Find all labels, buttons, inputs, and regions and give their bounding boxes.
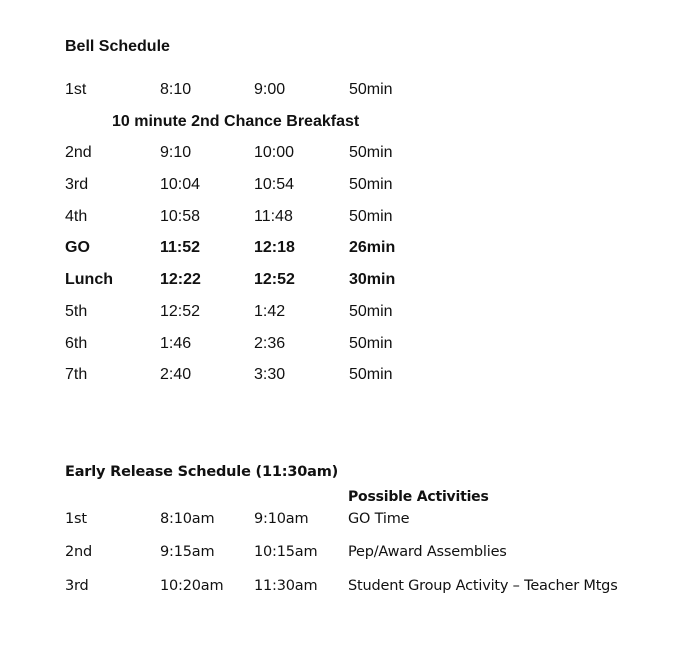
start-time: 2:40 (160, 366, 192, 383)
period-label: Lunch (65, 271, 113, 288)
start-time: 8:10am (160, 511, 215, 527)
possible-activities-header: Possible Activities (348, 489, 489, 505)
end-time: 11:30am (254, 578, 318, 594)
duration: 50min (349, 335, 393, 352)
end-time: 12:18 (254, 239, 295, 256)
period-label: 1st (65, 511, 87, 527)
end-time: 12:52 (254, 271, 295, 288)
start-time: 11:52 (160, 239, 201, 256)
period-label: 3rd (65, 578, 89, 594)
end-time: 9:10am (254, 511, 309, 527)
end-time: 3:30 (254, 366, 286, 383)
end-time: 2:36 (254, 335, 286, 352)
start-time: 10:04 (160, 176, 201, 193)
start-time: 9:10 (160, 144, 192, 161)
period-label: 3rd (65, 176, 89, 193)
activity: GO Time (348, 511, 410, 527)
period-label: 5th (65, 303, 88, 320)
end-time: 1:42 (254, 303, 286, 320)
duration: 50min (349, 81, 393, 98)
duration: 50min (349, 303, 393, 320)
duration: 26min (349, 239, 396, 256)
period-label: 1st (65, 81, 87, 98)
period-label: 2nd (65, 144, 92, 161)
duration: 50min (349, 144, 393, 161)
start-time: 8:10 (160, 81, 192, 98)
period-label: 2nd (65, 544, 93, 560)
end-time: 9:00 (254, 81, 286, 98)
start-time: 9:15am (160, 544, 215, 560)
end-time: 10:00 (254, 144, 295, 161)
end-time: 10:54 (254, 176, 295, 193)
end-time: 10:15am (254, 544, 318, 560)
period-label: 7th (65, 366, 88, 383)
bell-schedule-title: Bell Schedule (65, 38, 170, 55)
end-time: 11:48 (254, 208, 293, 225)
start-time: 1:46 (160, 335, 192, 352)
early-release-title: Early Release Schedule (11:30am) (65, 464, 339, 480)
period-label: 4th (65, 208, 88, 225)
duration: 50min (349, 208, 393, 225)
period-label: GO (65, 239, 90, 256)
activity: Student Group Activity – Teacher Mtgs (348, 578, 618, 594)
start-time: 12:52 (160, 303, 201, 320)
duration: 50min (349, 366, 393, 383)
duration: 30min (349, 271, 396, 288)
start-time: 10:58 (160, 208, 201, 225)
start-time: 10:20am (160, 578, 224, 594)
activity: Pep/Award Assemblies (348, 544, 507, 560)
start-time: 12:22 (160, 271, 201, 288)
duration: 50min (349, 176, 393, 193)
breakfast-banner: 10 minute 2nd Chance Breakfast (112, 113, 360, 130)
period-label: 6th (65, 335, 88, 352)
